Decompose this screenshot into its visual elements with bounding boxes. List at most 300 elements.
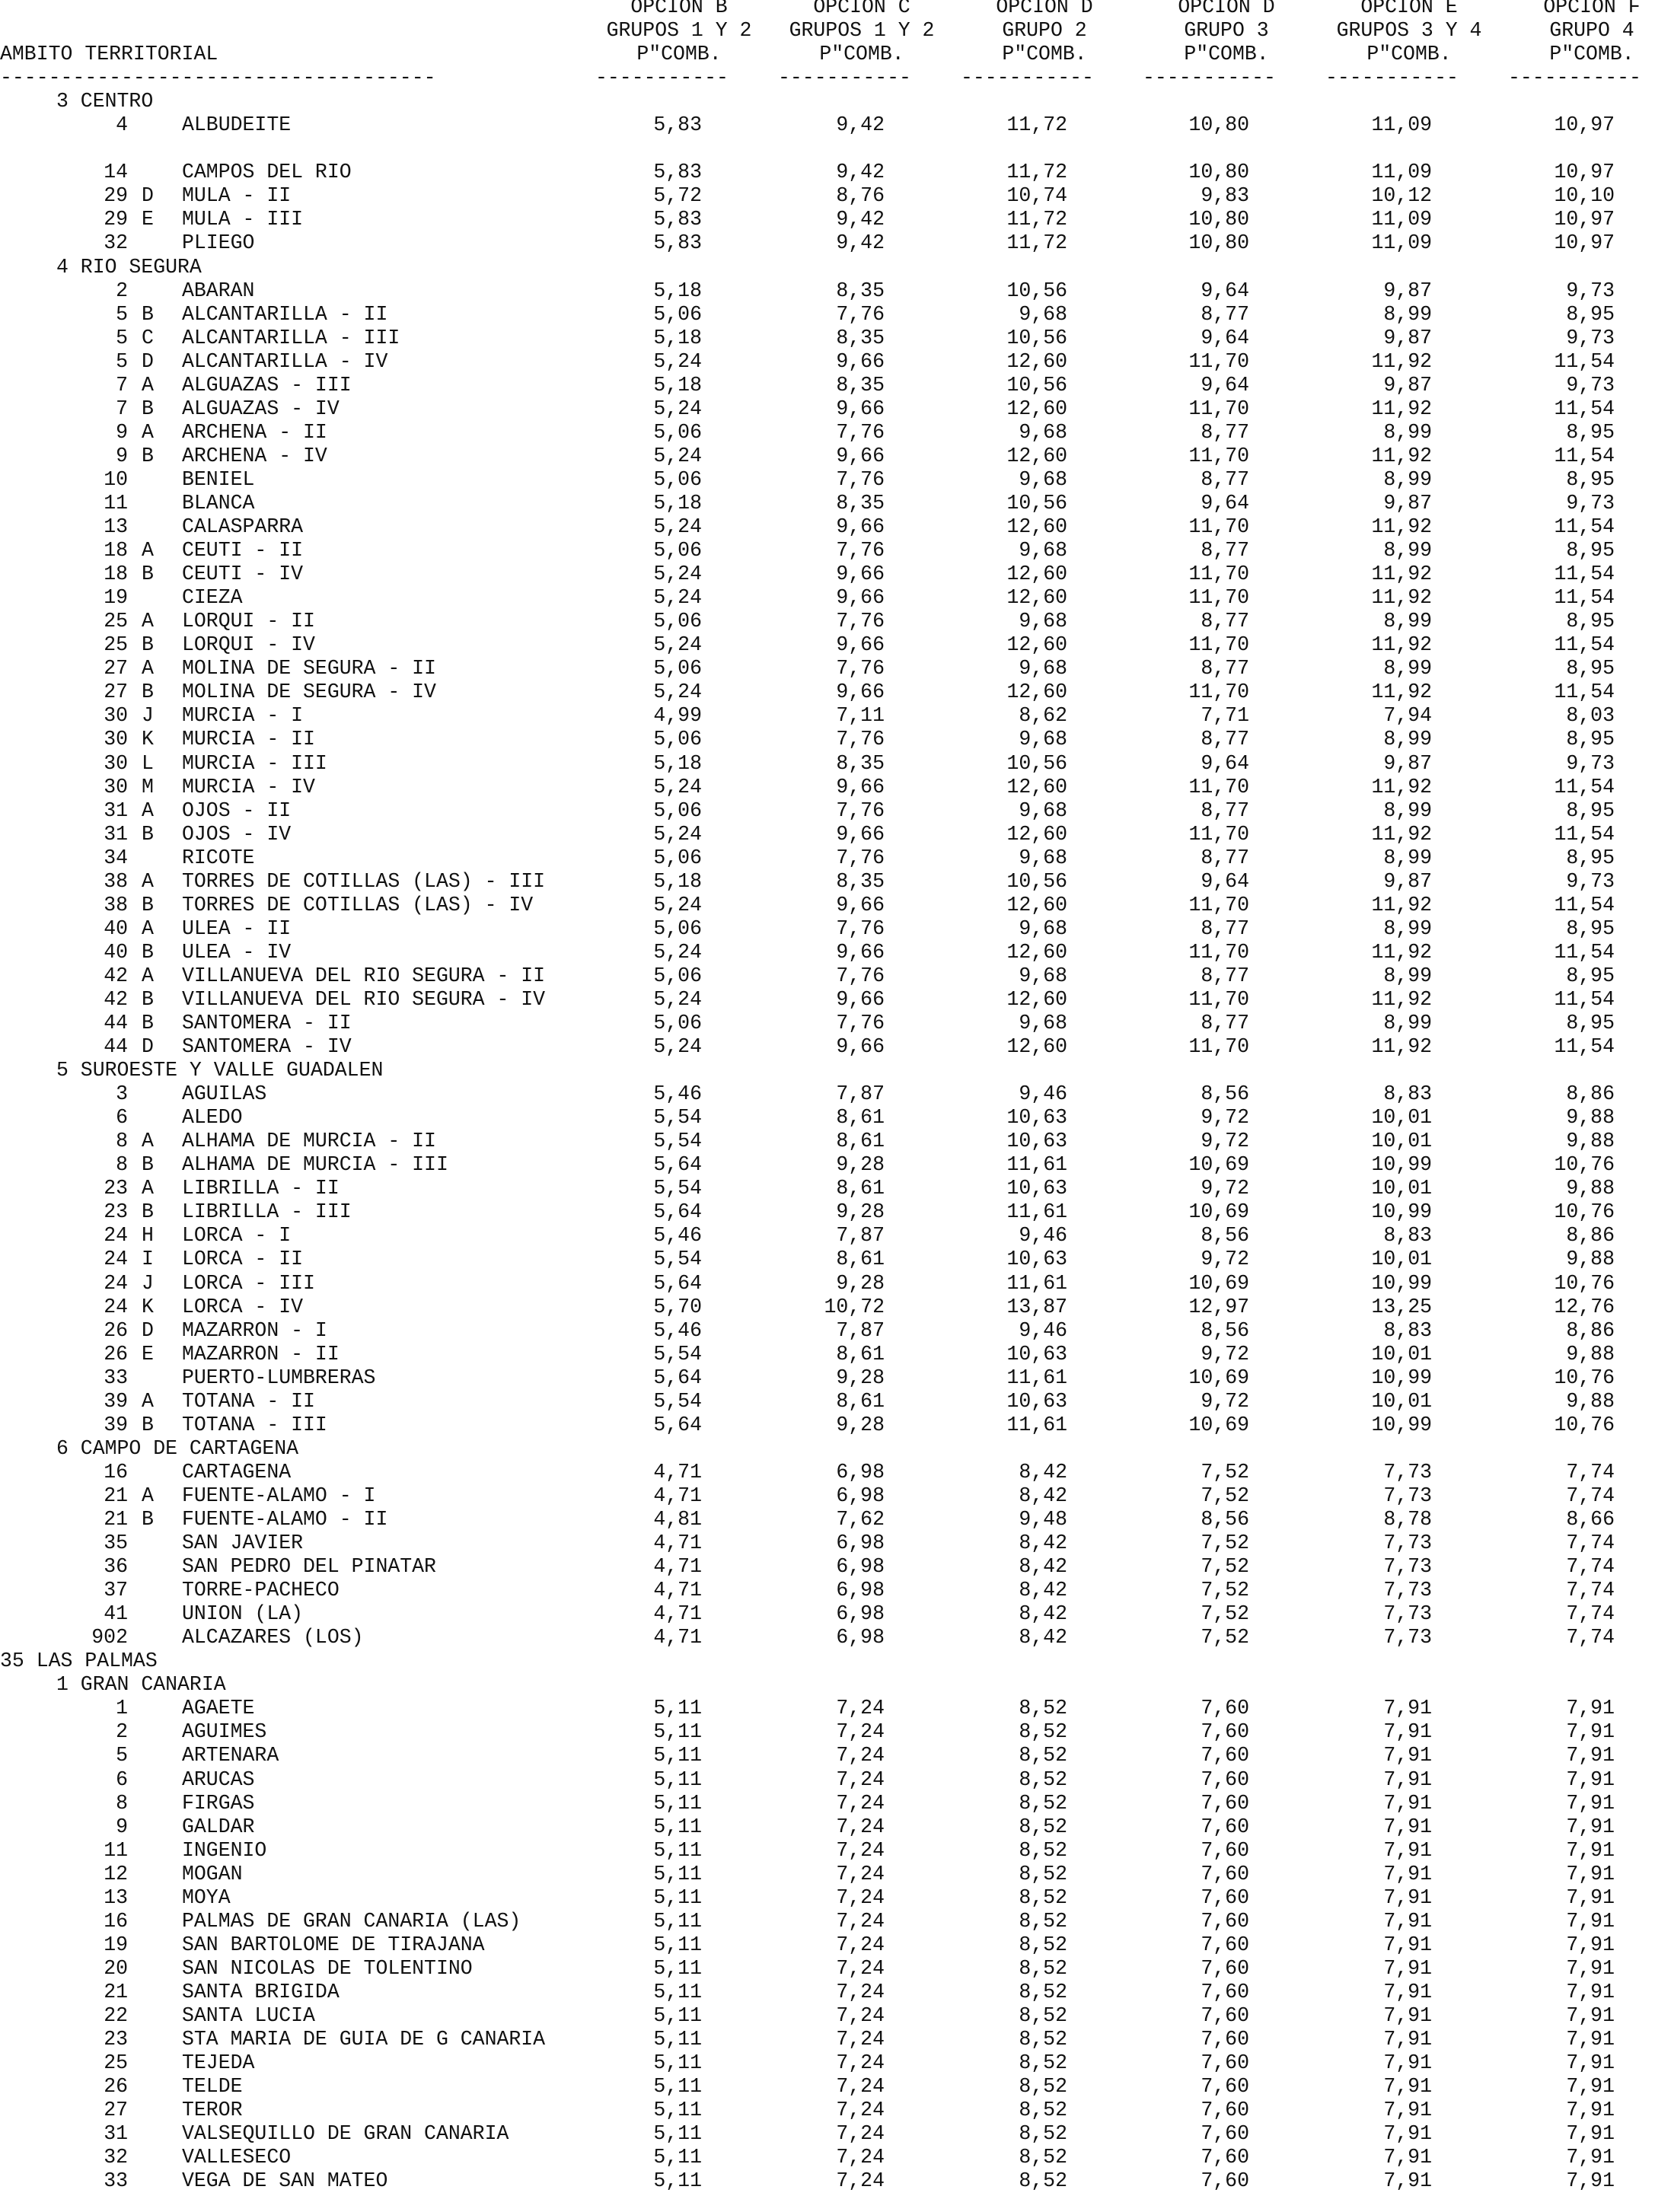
municipality-name: ARTENARA (182, 1744, 279, 1767)
price-value: 5,11 (653, 2028, 702, 2051)
price-value: 11,09 (1371, 161, 1432, 184)
price-value: 5,24 (653, 893, 702, 916)
col-c-title: OPCION C (813, 0, 910, 18)
price-value: 9,87 (1383, 751, 1432, 775)
price-value: 8,52 (1019, 2003, 1067, 2027)
municipality-name: MOGAN (182, 1862, 243, 1885)
table-row (0, 113, 1655, 137)
price-value: 4,71 (653, 1579, 702, 1602)
price-value: 9,68 (1019, 302, 1067, 326)
table-row (0, 397, 1655, 421)
price-value: 5,64 (653, 1200, 702, 1224)
price-value: 5,83 (653, 208, 702, 231)
municipality-code: 31 (104, 822, 128, 846)
table-row (0, 1035, 1655, 1059)
price-value: 7,52 (1201, 1579, 1249, 1602)
table-row (0, 327, 1655, 350)
price-value: 10,63 (1006, 1389, 1067, 1413)
table-row (0, 1720, 1655, 1744)
price-value: 11,70 (1188, 893, 1249, 916)
price-value: 7,24 (836, 1720, 885, 1744)
zone-letter: B (142, 563, 154, 586)
zone-letter: A (142, 916, 154, 940)
price-value: 9,42 (836, 231, 885, 255)
municipality-code: 27 (104, 680, 128, 704)
municipality-code: 9 (116, 1815, 128, 1838)
price-value: 11,54 (1554, 586, 1615, 610)
table-row (0, 1744, 1655, 1767)
municipality-name: VALLESECO (182, 2146, 292, 2169)
municipality-name: SAN PEDRO DEL PINATAR (182, 1555, 436, 1579)
price-value: 7,74 (1566, 1602, 1615, 1626)
table-row (0, 1177, 1655, 1200)
price-value: 7,24 (836, 1980, 885, 2003)
price-value: 7,91 (1383, 1720, 1432, 1744)
price-value: 7,60 (1201, 1885, 1249, 1909)
municipality-code: 36 (104, 1555, 128, 1579)
price-value: 11,70 (1188, 1035, 1249, 1059)
price-value: 9,28 (836, 1200, 885, 1224)
municipality-name: SAN BARTOLOME DE TIRAJANA (182, 1933, 485, 1956)
zone-letter: A (142, 1177, 154, 1200)
price-value: 11,92 (1371, 563, 1432, 586)
municipality-code: 5 (116, 349, 128, 373)
price-value: 7,91 (1566, 2028, 1615, 2051)
municipality-name: SANTA LUCIA (182, 2003, 315, 2027)
price-value: 7,24 (836, 1909, 885, 1933)
price-value: 7,60 (1201, 1909, 1249, 1933)
price-value: 8,35 (836, 326, 885, 349)
price-value: 8,95 (1566, 467, 1615, 491)
municipality-name: CAMPOS DEL RIO (182, 161, 352, 184)
price-value: 7,73 (1383, 1460, 1432, 1484)
price-value: 9,68 (1019, 657, 1067, 680)
municipality-name: VEGA DE SAN MATEO (182, 2169, 388, 2193)
price-value: 10,72 (824, 1295, 885, 1318)
municipality-code: 26 (104, 1342, 128, 1366)
municipality-name: MURCIA - II (182, 728, 315, 751)
price-value: 8,52 (1019, 1838, 1067, 1862)
municipality-name: OJOS - II (182, 798, 292, 822)
price-value: 5,70 (653, 1295, 702, 1318)
municipality-code: 5 (116, 326, 128, 349)
municipality-code: 30 (104, 751, 128, 775)
price-value: 9,66 (836, 633, 885, 657)
municipality-name: UNION (LA) (182, 1602, 304, 1626)
territory-rule: ------------------------------------ (0, 66, 436, 90)
municipality-code: 30 (104, 728, 128, 751)
zone-letter: D (142, 184, 154, 208)
price-value: 8,77 (1201, 420, 1249, 444)
table-row (0, 1815, 1655, 1839)
price-value: 11,72 (1006, 208, 1067, 231)
col-c-rule: ----------- (778, 66, 911, 90)
table-row (0, 823, 1655, 846)
municipality-name: TELDE (182, 2075, 243, 2099)
municipality-code: 2 (116, 1720, 128, 1744)
price-value: 10,69 (1188, 1366, 1249, 1389)
price-value: 8,77 (1201, 728, 1249, 751)
price-value: 5,18 (653, 326, 702, 349)
region-heading (0, 90, 1655, 113)
price-value: 9,68 (1019, 916, 1067, 940)
price-value: 7,91 (1383, 1980, 1432, 2003)
municipality-name: SANTOMERA - IV (182, 1035, 352, 1059)
col-d2-unit: P"COMB. (1002, 43, 1087, 66)
price-value: 7,24 (836, 2146, 885, 2169)
price-value: 5,54 (653, 1389, 702, 1413)
price-value: 7,76 (836, 302, 885, 326)
price-value: 7,52 (1201, 1532, 1249, 1555)
table-row (0, 2051, 1655, 2075)
price-value: 7,91 (1566, 2146, 1615, 2169)
price-value: 11,92 (1371, 893, 1432, 916)
price-value: 10,80 (1188, 113, 1249, 137)
price-value: 8,95 (1566, 964, 1615, 987)
municipality-name: LORCA - I (182, 1224, 292, 1248)
price-value: 8,99 (1383, 420, 1432, 444)
price-value: 9,66 (836, 397, 885, 420)
price-value: 5,24 (653, 563, 702, 586)
price-value: 5,54 (653, 1130, 702, 1153)
price-value: 8,52 (1019, 2122, 1067, 2146)
price-value: 5,11 (653, 2122, 702, 2146)
price-value: 7,76 (836, 420, 885, 444)
price-value: 5,24 (653, 1035, 702, 1059)
price-value: 7,60 (1201, 2003, 1249, 2027)
price-value: 7,52 (1201, 1460, 1249, 1484)
price-value: 13,25 (1371, 1295, 1432, 1318)
price-value: 9,64 (1201, 751, 1249, 775)
table-row (0, 894, 1655, 917)
price-value: 11,92 (1371, 633, 1432, 657)
price-value: 8,56 (1201, 1082, 1249, 1106)
municipality-name: ALHAMA DE MURCIA - II (182, 1130, 436, 1153)
price-value: 8,76 (836, 184, 885, 208)
col-d3-title: OPCION D (1178, 0, 1275, 18)
price-value: 5,72 (653, 184, 702, 208)
price-value: 10,99 (1371, 1366, 1432, 1389)
municipality-name: CALASPARRA (182, 515, 304, 539)
price-value: 11,61 (1006, 1413, 1067, 1436)
municipality-name: TEROR (182, 2099, 243, 2122)
price-value: 7,24 (836, 2051, 885, 2075)
price-value: 5,24 (653, 822, 702, 846)
price-value: 7,91 (1566, 2099, 1615, 2122)
price-value: 8,95 (1566, 916, 1615, 940)
price-value: 10,97 (1554, 161, 1615, 184)
table-row (0, 917, 1655, 941)
table-row (0, 1886, 1655, 1910)
municipality-code: 4 (116, 113, 128, 137)
table-row (0, 1390, 1655, 1414)
price-value: 8,99 (1383, 846, 1432, 869)
table-row (0, 1082, 1655, 1106)
table-row (0, 2004, 1655, 2028)
zone-letter: B (142, 444, 154, 467)
col-d2-title: OPCION D (996, 0, 1093, 18)
table-row (0, 1626, 1655, 1649)
price-value: 8,86 (1566, 1224, 1615, 1248)
price-value: 4,71 (653, 1532, 702, 1555)
municipality-name: VILLANUEVA DEL RIO SEGURA - IV (182, 987, 546, 1011)
price-value: 5,11 (653, 2051, 702, 2075)
price-value: 7,60 (1201, 1815, 1249, 1838)
price-value: 6,98 (836, 1484, 885, 1507)
price-value: 7,73 (1383, 1602, 1432, 1626)
municipality-code: 2 (116, 279, 128, 302)
header-line-3 (0, 43, 1655, 66)
price-value: 9,87 (1383, 491, 1432, 515)
price-value: 8,42 (1019, 1532, 1067, 1555)
table-row (0, 1153, 1655, 1177)
table-row (0, 1224, 1655, 1248)
municipality-name: MURCIA - IV (182, 775, 315, 798)
price-value: 9,88 (1566, 1106, 1615, 1130)
price-value: 7,76 (836, 916, 885, 940)
price-value: 5,54 (653, 1106, 702, 1130)
municipality-code: 20 (104, 1956, 128, 1980)
price-value: 8,95 (1566, 539, 1615, 563)
price-value: 5,06 (653, 657, 702, 680)
municipality-name: CEUTI - IV (182, 563, 304, 586)
col-c-group: GRUPOS 1 Y 2 (789, 19, 935, 43)
municipality-code: 25 (104, 2051, 128, 2075)
price-value: 5,83 (653, 161, 702, 184)
municipality-code: 31 (104, 798, 128, 822)
price-value: 5,06 (653, 610, 702, 633)
price-value: 7,11 (836, 704, 885, 728)
price-value: 7,91 (1566, 1838, 1615, 1862)
price-value: 7,60 (1201, 1697, 1249, 1720)
municipality-name: ALCANTARILLA - III (182, 326, 400, 349)
price-value: 8,77 (1201, 467, 1249, 491)
table-row (0, 846, 1655, 870)
price-value: 10,01 (1371, 1177, 1432, 1200)
price-value: 11,92 (1371, 1035, 1432, 1059)
table-row (0, 184, 1655, 208)
price-value: 7,73 (1383, 1626, 1432, 1649)
price-value: 5,11 (653, 1791, 702, 1815)
price-value: 9,88 (1566, 1177, 1615, 1200)
table-row (0, 1933, 1655, 1957)
table-row (0, 468, 1655, 492)
price-value: 10,69 (1188, 1413, 1249, 1436)
price-value: 7,60 (1201, 1956, 1249, 1980)
price-value: 12,60 (1006, 444, 1067, 467)
price-value: 9,73 (1566, 326, 1615, 349)
price-value: 10,76 (1554, 1153, 1615, 1177)
price-value: 7,73 (1383, 1484, 1432, 1507)
table-row (0, 2169, 1655, 2193)
price-value: 8,77 (1201, 916, 1249, 940)
price-value: 11,54 (1554, 563, 1615, 586)
price-value: 8,99 (1383, 657, 1432, 680)
price-value: 8,77 (1201, 798, 1249, 822)
price-value: 5,18 (653, 491, 702, 515)
municipality-code: 6 (116, 1106, 128, 1130)
region-label: 4 RIO SEGURA (56, 255, 202, 279)
price-value: 7,60 (1201, 1933, 1249, 1956)
price-value: 7,24 (836, 1767, 885, 1791)
municipality-name: CEUTI - II (182, 539, 304, 563)
price-value: 11,09 (1371, 208, 1432, 231)
price-value: 10,74 (1006, 184, 1067, 208)
territory-header: AMBITO TERRITORIAL (0, 43, 218, 66)
price-value: 9,83 (1201, 184, 1249, 208)
price-value: 8,66 (1566, 1508, 1615, 1531)
municipality-code: 23 (104, 1177, 128, 1200)
municipality-name: VILLANUEVA DEL RIO SEGURA - II (182, 964, 546, 987)
zone-letter: K (142, 728, 154, 751)
municipality-name: ALCAZARES (LOS) (182, 1626, 364, 1649)
price-value: 12,60 (1006, 822, 1067, 846)
table-row (0, 445, 1655, 468)
municipality-code: 6 (116, 1767, 128, 1791)
price-value: 8,52 (1019, 1956, 1067, 1980)
table-row (0, 799, 1655, 823)
price-value: 5,11 (653, 2146, 702, 2169)
price-value: 7,91 (1566, 1956, 1615, 1980)
zone-letter: D (142, 1035, 154, 1059)
zone-letter: B (142, 397, 154, 420)
price-value: 12,76 (1554, 1295, 1615, 1318)
price-value: 8,86 (1566, 1318, 1615, 1342)
zone-letter: I (142, 1248, 154, 1271)
price-value: 8,99 (1383, 302, 1432, 326)
municipality-code: 8 (116, 1791, 128, 1815)
table-row (0, 941, 1655, 964)
municipality-name: MURCIA - I (182, 704, 304, 728)
price-value: 7,91 (1566, 1815, 1615, 1838)
zone-letter: J (142, 1271, 154, 1295)
price-value: 10,56 (1006, 373, 1067, 397)
municipality-code: 30 (104, 775, 128, 798)
table-row (0, 161, 1655, 184)
municipality-code: 24 (104, 1295, 128, 1318)
price-value: 5,06 (653, 964, 702, 987)
price-value: 11,70 (1188, 987, 1249, 1011)
price-value: 8,99 (1383, 1012, 1432, 1035)
price-value: 5,06 (653, 1012, 702, 1035)
price-value: 7,62 (836, 1508, 885, 1531)
price-value: 7,76 (836, 846, 885, 869)
price-value: 7,91 (1383, 1697, 1432, 1720)
price-value: 11,61 (1006, 1366, 1067, 1389)
price-value: 8,61 (836, 1248, 885, 1271)
municipality-code: 33 (104, 1366, 128, 1389)
zone-letter: B (142, 633, 154, 657)
price-value: 7,24 (836, 2028, 885, 2051)
col-f-group: GRUPO 4 (1549, 19, 1634, 43)
municipality-name: TOTANA - II (182, 1389, 315, 1413)
price-value: 8,95 (1566, 420, 1615, 444)
price-value: 7,91 (1566, 1720, 1615, 1744)
table-row (0, 1200, 1655, 1224)
municipality-name: LORQUI - IV (182, 633, 315, 657)
price-value: 11,54 (1554, 397, 1615, 420)
municipality-code: 7 (116, 397, 128, 420)
price-value: 7,76 (836, 728, 885, 751)
municipality-name: ALGUAZAS - IV (182, 397, 340, 420)
price-value: 12,60 (1006, 940, 1067, 964)
price-value: 7,76 (836, 610, 885, 633)
price-value: 9,72 (1201, 1389, 1249, 1413)
price-value: 8,95 (1566, 657, 1615, 680)
price-value: 7,76 (836, 798, 885, 822)
price-value: 10,76 (1554, 1413, 1615, 1436)
price-value: 11,70 (1188, 680, 1249, 704)
municipality-code: 37 (104, 1579, 128, 1602)
table-row (0, 1863, 1655, 1886)
price-value: 12,60 (1006, 515, 1067, 539)
price-value: 5,54 (653, 1177, 702, 1200)
price-value: 11,54 (1554, 893, 1615, 916)
municipality-code: 34 (104, 846, 128, 869)
table-row (0, 1555, 1655, 1579)
price-value: 7,73 (1383, 1532, 1432, 1555)
municipality-code: 42 (104, 964, 128, 987)
price-value: 7,60 (1201, 1980, 1249, 2003)
price-value: 9,68 (1019, 467, 1067, 491)
zone-letter: B (142, 1012, 154, 1035)
municipality-code: 38 (104, 893, 128, 916)
zone-letter: A (142, 373, 154, 397)
price-value: 7,91 (1566, 2003, 1615, 2027)
price-value: 9,28 (836, 1153, 885, 1177)
price-value: 7,91 (1566, 1697, 1615, 1720)
price-value: 5,11 (653, 2003, 702, 2027)
municipality-name: TORRES DE COTILLAS (LAS) - IV (182, 893, 534, 916)
price-value: 4,81 (653, 1508, 702, 1531)
price-value: 5,06 (653, 798, 702, 822)
price-value: 6,98 (836, 1602, 885, 1626)
price-value: 4,71 (653, 1602, 702, 1626)
price-value: 10,99 (1371, 1413, 1432, 1436)
price-value: 10,99 (1371, 1271, 1432, 1295)
table-row (0, 2146, 1655, 2169)
price-value: 9,66 (836, 775, 885, 798)
price-value: 5,64 (653, 1413, 702, 1436)
price-value: 7,74 (1566, 1460, 1615, 1484)
col-f-title: OPCION F (1543, 0, 1641, 18)
price-value: 5,06 (653, 467, 702, 491)
price-value: 7,60 (1201, 1791, 1249, 1815)
price-value: 9,87 (1383, 279, 1432, 302)
price-value: 8,61 (836, 1389, 885, 1413)
table-row (0, 231, 1655, 255)
price-value: 5,06 (653, 302, 702, 326)
municipality-name: ALGUAZAS - III (182, 373, 352, 397)
table-row (0, 2028, 1655, 2051)
price-value: 7,91 (1566, 2051, 1615, 2075)
price-value: 10,76 (1554, 1200, 1615, 1224)
col-d2-group: GRUPO 2 (1002, 19, 1087, 43)
price-value: 9,68 (1019, 728, 1067, 751)
municipality-code: 29 (104, 184, 128, 208)
price-value: 7,74 (1566, 1626, 1615, 1649)
price-value: 5,83 (653, 113, 702, 137)
municipality-name: FUENTE-ALAMO - II (182, 1508, 388, 1531)
table-row (0, 1839, 1655, 1863)
price-value: 5,24 (653, 633, 702, 657)
municipality-code: 11 (104, 491, 128, 515)
table-row (0, 1319, 1655, 1343)
price-value: 9,42 (836, 161, 885, 184)
zone-letter: B (142, 940, 154, 964)
price-value: 10,56 (1006, 491, 1067, 515)
municipality-code: 24 (104, 1224, 128, 1248)
